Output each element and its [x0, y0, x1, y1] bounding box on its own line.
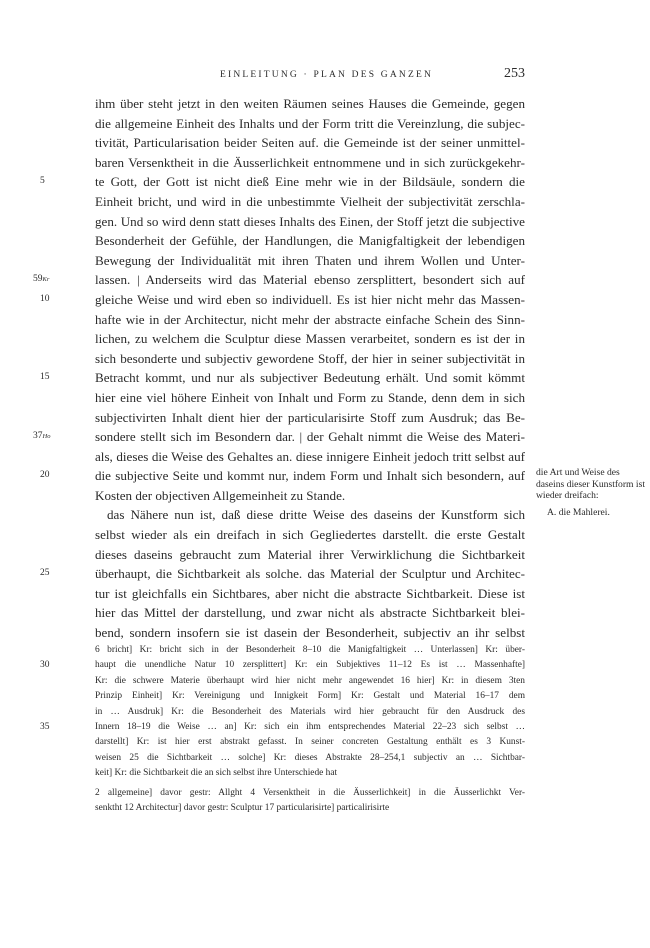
- marginal-note-heading: A. die Mahlerei.: [547, 506, 610, 518]
- text-line: lichen, zu welchem die Sculptur diese Massen verarbeitet, sondern es ist der in: [95, 331, 525, 347]
- text-line: die allgemeine Einheit des Inhalts und der Form tritt die Vereinzlung, die subjec-: [95, 115, 525, 131]
- text-line-wrap: [33, 427, 525, 447]
- line-number: 15: [40, 372, 50, 383]
- apparatus-line: in … Ausdruk] Kr: die Besonderheit des Materials wird hier gebraucht für den Ausdruck des: [95, 706, 525, 717]
- text-line: tivität, Particularisation beider Seiten auf. die Gemeinde ist der seiner unmittel-: [95, 135, 525, 151]
- apparatus-line: Prinzip Einheit] Kr: Vereinigung und Innigkeit Form] Kr: Gestalt und Material 16–17 dem: [95, 691, 525, 702]
- running-title: EINLEITUNG · PLAN DES GANZEN: [220, 70, 434, 80]
- text-line: gleiche Weise und wird eben so individuell. Es ist hier nicht mehr das Massen-: [95, 291, 525, 307]
- text-line-wrap: [40, 290, 525, 310]
- critical-apparatus: [40, 643, 525, 816]
- marginal-note-text: die Art und Weise des daseins dieser Kunstform ist wieder dreifach:: [536, 467, 645, 502]
- text-line: subjectivirten Inhalt dient hier der particularisirte Stoff zum Ausdruk; das Be-: [95, 409, 525, 425]
- text-line: Einheit bricht, und wird in die unbestimmte Vielheit der subjectivität zerschla-: [95, 193, 525, 209]
- line-number: 5: [40, 176, 45, 187]
- text-line: hier das Mittel der darstellung, und zwar nicht als abstracte Sichtbarkeit blei-: [95, 605, 525, 621]
- manuscript-page-ref: [33, 270, 80, 290]
- apparatus-line: 6 bricht] Kr: bricht sich in der Besonderheit 8–10 die Manigfaltigkeit … Unterlassen] Kr: über-: [95, 645, 525, 655]
- text-line: die subjective Seite und kommt nur, indem Form und Inhalt sich besondern, auf: [95, 468, 525, 484]
- apparatus-line: keit] Kr: die Sichtbarkeit die an sich selbst ihre Unterschiede hat: [95, 768, 338, 779]
- apparatus-line: senktht 12 Architectur] davor gestr: Sculptur 17 particularisirte] particalirisirte: [95, 802, 390, 813]
- page-number: 253: [504, 66, 525, 81]
- line-number: 35: [40, 721, 50, 732]
- text-line: tur ist gleichfalls ein Sichtbares, aber nicht die abstracte Sichtbarkeit. Diese ist: [95, 585, 525, 601]
- line-number: 30: [40, 660, 50, 671]
- text-line: Kosten der objectiven Allgemeinheit zu Stande.: [95, 487, 346, 503]
- text-line: bend, sondern insofern sie ist dasein der Besonderheit, subjectiv an ihr selbst: [95, 625, 525, 641]
- apparatus-line: darstellt] Kr: ist hier erst abstrakt gefasst. In seiner concreten Gestaltung enthält es 3 Kunst-: [95, 737, 525, 748]
- text-line: dieses daseins gebraucht zum Material ihrer Verwirklichung die Sichtbarkeit: [95, 546, 525, 562]
- text-line-wrap: [40, 466, 525, 486]
- text-line-wrap: [40, 368, 525, 388]
- line-number: 20: [40, 470, 50, 481]
- text-line: sondere stellt sich im Besondern dar. | der Gehalt nimmt die Weise des Materi-: [95, 429, 525, 445]
- apparatus-line: Kr: die schwere Materie überhaupt wird hier nicht mehr angewendet 16 hier] Kr: in diesem 3ten: [95, 675, 525, 686]
- apparatus-line: weisen 25 die Sichtbarkeit … solche] Kr: dieses Abstrakte 28–254,1 subjectiv an … Sichtbar-: [95, 752, 525, 763]
- text-line-wrap: [33, 270, 525, 290]
- text-line-wrap: [40, 564, 525, 584]
- text-line: te Gott, der Gott ist nicht dieß Eine mehr wie in der Bildsäule, sondern die: [95, 174, 525, 190]
- text-line-wrap: [40, 172, 525, 192]
- main-text: [33, 94, 525, 643]
- text-line: ihm über steht jetzt in den weiten Räumen seines Hauses die Gemeinde, gegen: [95, 96, 525, 111]
- apparatus-line-wrap: [40, 658, 525, 673]
- apparatus-line: Innern 18–19 die Weise … an] Kr: sich ein ihm entsprechendes Material 22–23 sich selbst …: [95, 721, 525, 732]
- text-line: baren Versenktheit in die Äusserlichkeit entnommene und in sich zurückgekehr-: [95, 154, 525, 170]
- text-line: überhaupt, die Sichtbarkeit als solche. das Material der Sculptur und Architec-: [95, 566, 525, 582]
- ref-number: 37: [33, 431, 43, 442]
- running-header: [95, 68, 525, 88]
- ref-siglum: Kr: [42, 276, 50, 284]
- marginal-note: [536, 467, 646, 518]
- text-line: hafte wie in der Architectur, nicht mehr der abstracte einfache Schein des Sinn-: [95, 311, 525, 327]
- text-line: sich besonderte und subjectiv gewordene Stoff, der hier in seiner subjectivität in: [95, 350, 525, 366]
- text-line: Bewegung der Individualität mit ihren Thaten und ihrem Wollen und Unter-: [95, 252, 525, 268]
- text-line: lassen. | Anderseits wird das Material ebenso zersplittert, besondert sich auf: [95, 272, 525, 288]
- text-line: Betracht kommt, und nur als subjectiver Bedeutung erhält. Und somit kömmt: [95, 370, 525, 386]
- line-number: 10: [40, 293, 50, 304]
- apparatus-line-wrap: [40, 720, 525, 735]
- ref-number: 59: [33, 274, 43, 285]
- text-line: gen. Und so wird denn statt dieses Inhalts des Einen, der Stoff jetzt die subjective: [95, 213, 525, 229]
- apparatus-line: 2 allgemeine] davor gestr: Allght 4 Versenktheit in die Äusserlichkeit] in die Äusserlichkt Ver-: [95, 787, 525, 798]
- manuscript-page-ref: [33, 427, 80, 447]
- text-line: als, dieses die Weise des Gehaltes an. diese innigere Einheit jedoch tritt selbst auf: [95, 448, 525, 464]
- apparatus-line: haupt die unendliche Natur 10 zersplittert] Kr: ein Subjektives 11–12 Es ist … Massenhafte]: [95, 660, 525, 671]
- text-line: Besonderheit der Gefühle, der Handlungen, die Manigfaltigkeit der lebendigen: [95, 233, 525, 249]
- text-line: das Nähere nun ist, daß diese dritte Weise des daseins der Kunstform sich: [107, 507, 525, 523]
- ref-siglum: Ho: [42, 433, 51, 441]
- text-line: hier eine viel höhere Einheit von Inhalt und Form zu Stande, denn dem in sich: [95, 389, 525, 405]
- text-line: selbst wieder als ein dreifach in sich Gegliedertes darstellt. die erste Gestalt: [95, 527, 525, 543]
- line-number: 25: [40, 568, 50, 579]
